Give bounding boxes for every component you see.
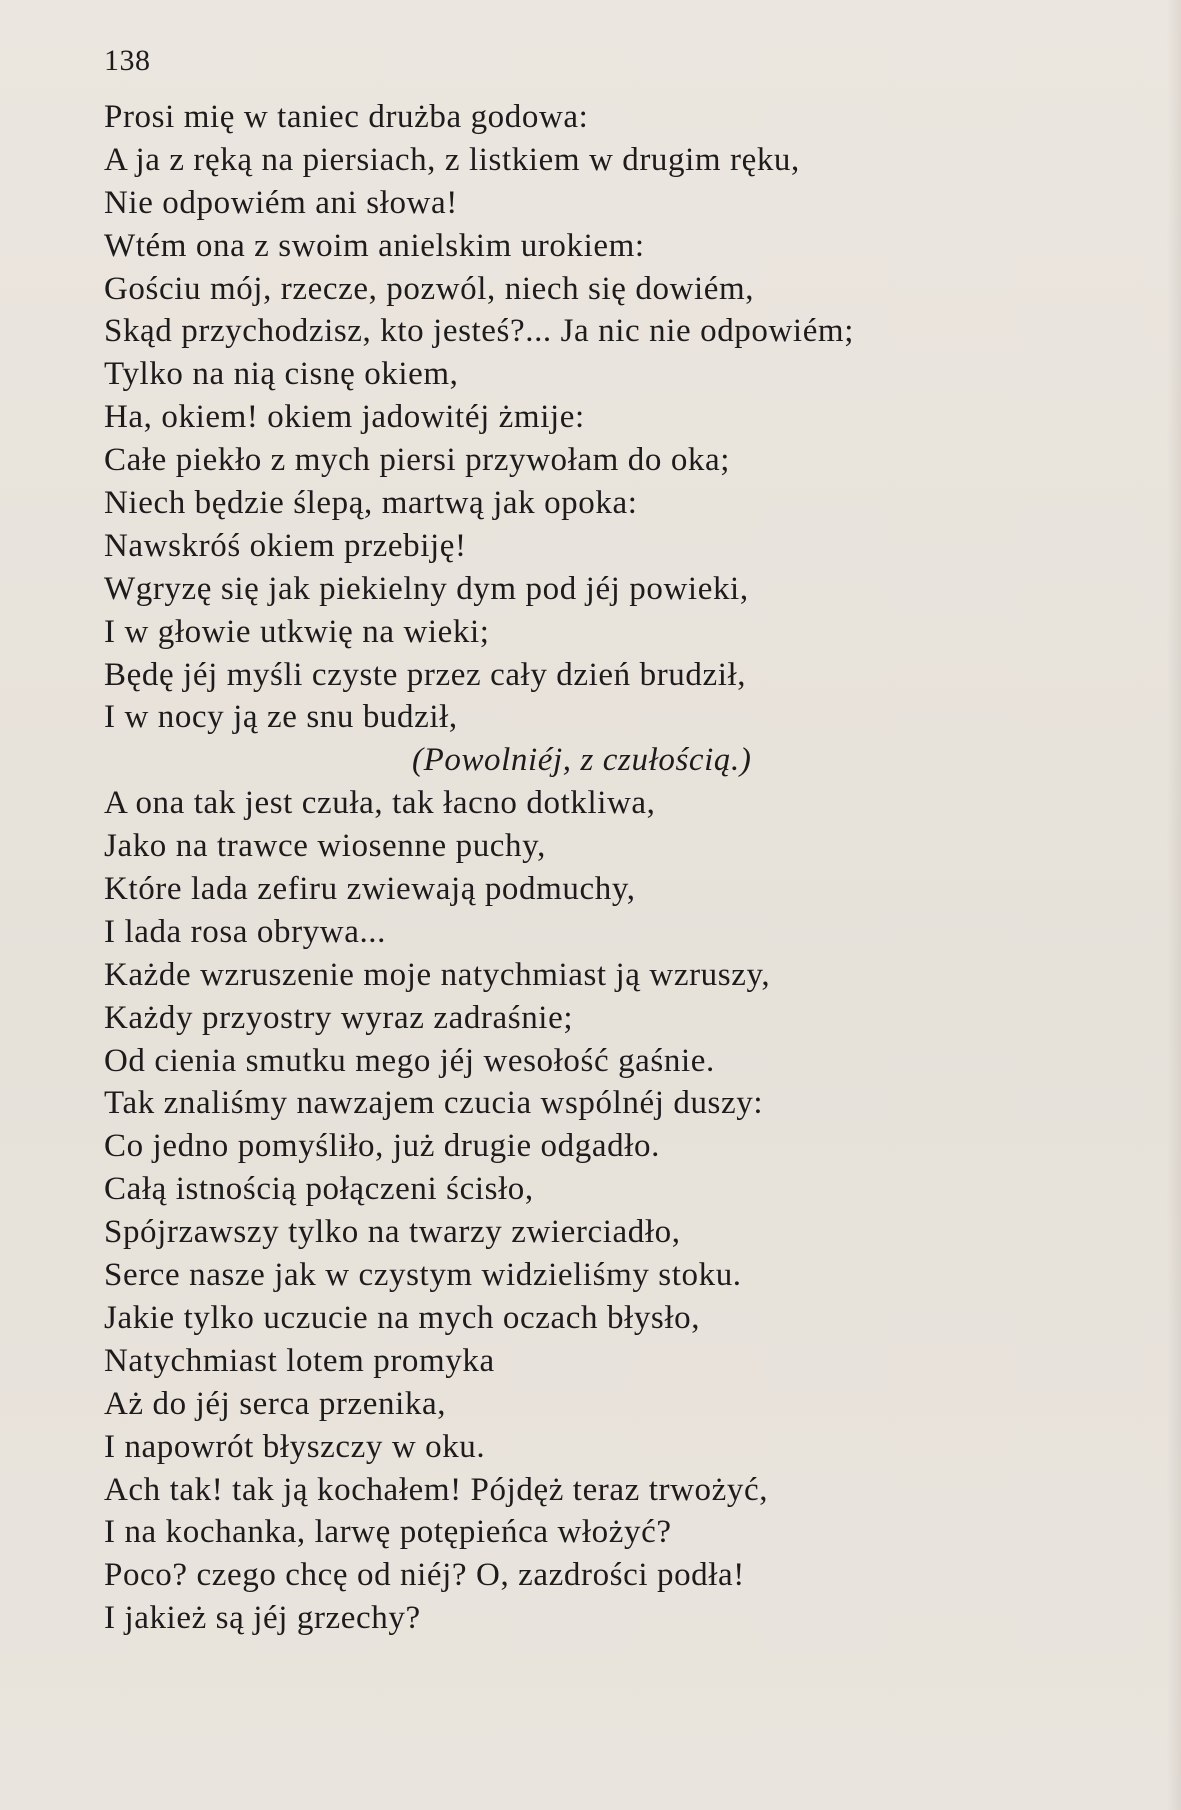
text-line: I na kochanka, larwę potępieńca włożyć? (104, 1514, 672, 1551)
text-line: Jako na trawce wiosenne puchy, (104, 828, 546, 865)
page-edge-shadow (1167, 0, 1181, 1810)
text-line: Będę jéj myśli czyste przez cały dzień brudził, (104, 656, 747, 693)
text-line: Aż do jéj serca przenika, (104, 1385, 447, 1422)
text-line: A ona tak jest czuła, tak łacno dotkliwa, (104, 785, 656, 822)
text-line: Każdy przyostry wyraz zadraśnie; (104, 999, 574, 1036)
text-line: I jakież są jéj grzechy? (104, 1600, 421, 1637)
text-line: Całą istnością połączeni ścisło, (104, 1171, 534, 1208)
stage-direction: (Powolniéj, z czułością.) (412, 742, 752, 779)
text-line: Wgryzę się jak piekielny dym pod jéj powieki, (104, 570, 749, 607)
text-line: Gościu mój, rzecze, pozwól, niech się dowiém, (104, 270, 755, 307)
text-line: A ja z ręką na piersiach, z listkiem w drugim ręku, (104, 141, 800, 178)
text-line: Jakie tylko uczucie na mych oczach błysło, (104, 1299, 701, 1336)
text-line: Całe piekło z mych piersi przywołam do oka; (104, 442, 731, 479)
text-line: I lada rosa obrywa... (104, 913, 386, 950)
poem-text (104, 96, 1144, 1640)
text-line: Od cienia smutku mego jéj wesołość gaśnie. (104, 1042, 715, 1079)
text-line: Wtém ona z swoim anielskim urokiem: (104, 227, 645, 264)
text-line: Serce nasze jak w czystym widzieliśmy stoku. (104, 1257, 742, 1294)
text-line: Ach tak! tak ją kochałem! Pójdęż teraz trwożyć, (104, 1471, 769, 1508)
text-line: Tak znaliśmy nawzajem czucia wspólnéj duszy: (104, 1085, 764, 1122)
text-line: Natychmiast lotem promyka (104, 1342, 495, 1379)
page-number: 138 (104, 44, 151, 77)
text-line: I napowrót błyszczy w oku. (104, 1428, 486, 1465)
text-line: Prosi mię w taniec drużba godowa: (104, 99, 589, 135)
text-line: Co jedno pomyśliło, już drugie odgadło. (104, 1128, 660, 1165)
text-line: Nie odpowiém ani słowa! (104, 184, 458, 221)
text-line: Które lada zefiru zwiewają podmuchy, (104, 871, 636, 908)
text-line: Spójrzawszy tylko na twarzy zwierciadło, (104, 1214, 681, 1251)
text-line: I w głowie utkwię na wieki; (104, 613, 490, 650)
text-line: Skąd przychodzisz, kto jesteś?... Ja nic nie odpowiém; (104, 313, 854, 350)
text-line: Nawskróś okiem przebiję! (104, 527, 467, 564)
text-line: Niech będzie ślepą, martwą jak opoka: (104, 485, 638, 522)
text-line: I w nocy ją ze snu budził, (104, 699, 458, 736)
text-line: Tylko na nią cisnę okiem, (104, 356, 459, 393)
text-line: Ha, okiem! okiem jadowitéj żmije: (104, 399, 585, 436)
text-line: Poco? czego chcę od niéj? O, zazdrości podła! (104, 1557, 745, 1594)
text-line: Każde wzruszenie moje natychmiast ją wzruszy, (104, 956, 771, 993)
